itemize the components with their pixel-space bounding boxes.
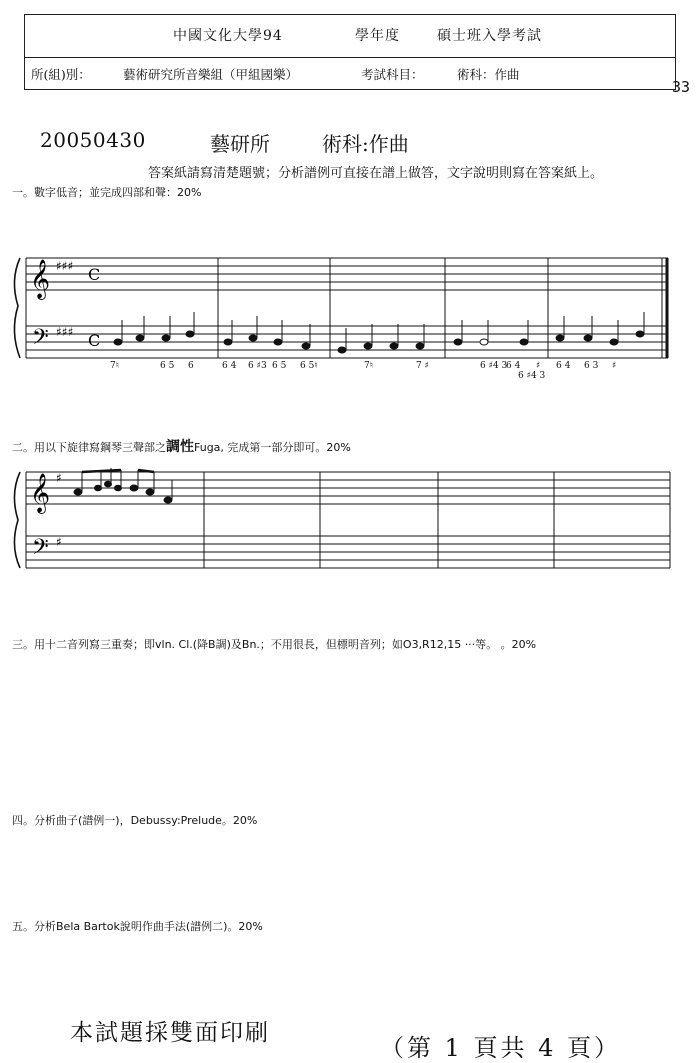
question-3: 三。用十二音列寫三重奏；即vln. Cl.(降B調)及Bn.；不用很長，但標明音列；如O3,R12,15 ‧‧‧等。 。20% — [12, 638, 537, 651]
exam-name: 碩士班入學考試 — [437, 28, 542, 44]
figure: 6 5 — [272, 361, 287, 371]
figure: 6 ♯3 — [248, 361, 267, 371]
figure: ♯ — [612, 361, 617, 371]
key-signature-bass: ♯♯♯ — [56, 325, 74, 339]
figure: 6 3 — [584, 361, 599, 371]
figure: ♯ — [536, 361, 541, 371]
time-signature-treble: C — [88, 265, 101, 284]
figure: 6 5♮ — [300, 361, 318, 371]
question-2 — [12, 436, 351, 456]
subject-value: 術科：作曲 — [457, 67, 520, 82]
figure: 6 4 — [556, 361, 571, 371]
question-2-emphasis: 調性 — [166, 439, 194, 455]
bass-clef-icon: 𝄢 — [32, 535, 49, 565]
department-value: 藝術研究所音樂組（甲組國樂） — [123, 67, 299, 82]
key-signature-treble: ♯ — [56, 471, 62, 485]
figure: 6 4 — [222, 361, 237, 371]
figure: 6 5 — [160, 361, 175, 371]
figure: 6 ♯4 3 — [480, 361, 508, 371]
bass-notes — [114, 312, 644, 353]
bass-clef-icon: 𝄢 — [32, 325, 49, 355]
treble-clef-icon: 𝄞 — [30, 259, 51, 299]
department-label: 所(組)別： — [31, 67, 91, 82]
academic-year: 學年度 — [355, 28, 400, 44]
figure: 7 ♯ — [416, 361, 429, 371]
score-fugue-subject — [0, 462, 700, 578]
figure: 6 4 — [506, 361, 521, 371]
footer-print-note: 本試題採雙面印刷 — [70, 1020, 270, 1046]
question-5: 五。分析Bela Bartok說明作曲手法(譜例二)。20% — [12, 920, 263, 933]
footer-page-count: （第 1 頁共 4 頁） — [380, 1034, 622, 1062]
figure: 7♮ — [364, 361, 373, 371]
header-divider — [25, 57, 675, 58]
subject-notes — [74, 468, 172, 503]
treble-clef-icon: 𝄞 — [30, 473, 51, 513]
question-1: 一。數字低音；並完成四部和聲：20% — [12, 186, 202, 199]
question-4: 四。分析曲子(譜例一)，Debussy:Prelude。20% — [12, 814, 258, 827]
question-2-prefix: 二。用以下旋律寫鋼琴三聲部之 — [12, 441, 166, 454]
time-signature-bass: C — [88, 331, 101, 350]
exam-header — [24, 14, 676, 90]
exam-subject: 術科:作曲 — [322, 132, 409, 156]
figure: 7♮ — [110, 361, 119, 371]
key-signature-bass: ♯ — [56, 535, 62, 549]
exam-code: 20050430 — [40, 128, 146, 152]
exam-institute: 藝研所 — [210, 132, 270, 156]
university-name: 中國文化大學94 — [173, 28, 283, 44]
figure: 6 ♯4 3 — [518, 371, 546, 380]
page-corner-number: 33 — [671, 78, 690, 96]
figure: 6 — [188, 361, 194, 371]
key-signature-treble: ♯♯♯ — [56, 259, 74, 273]
instructions: 答案紙請寫清楚題號；分析譜例可直接在譜上做答，文字說明則寫在答案紙上。 — [148, 166, 604, 181]
question-2-suffix: Fuga, 完成第一部分即可。20% — [194, 441, 351, 454]
score-figured-bass — [0, 240, 700, 380]
subject-label: 考試科目： — [361, 67, 424, 82]
